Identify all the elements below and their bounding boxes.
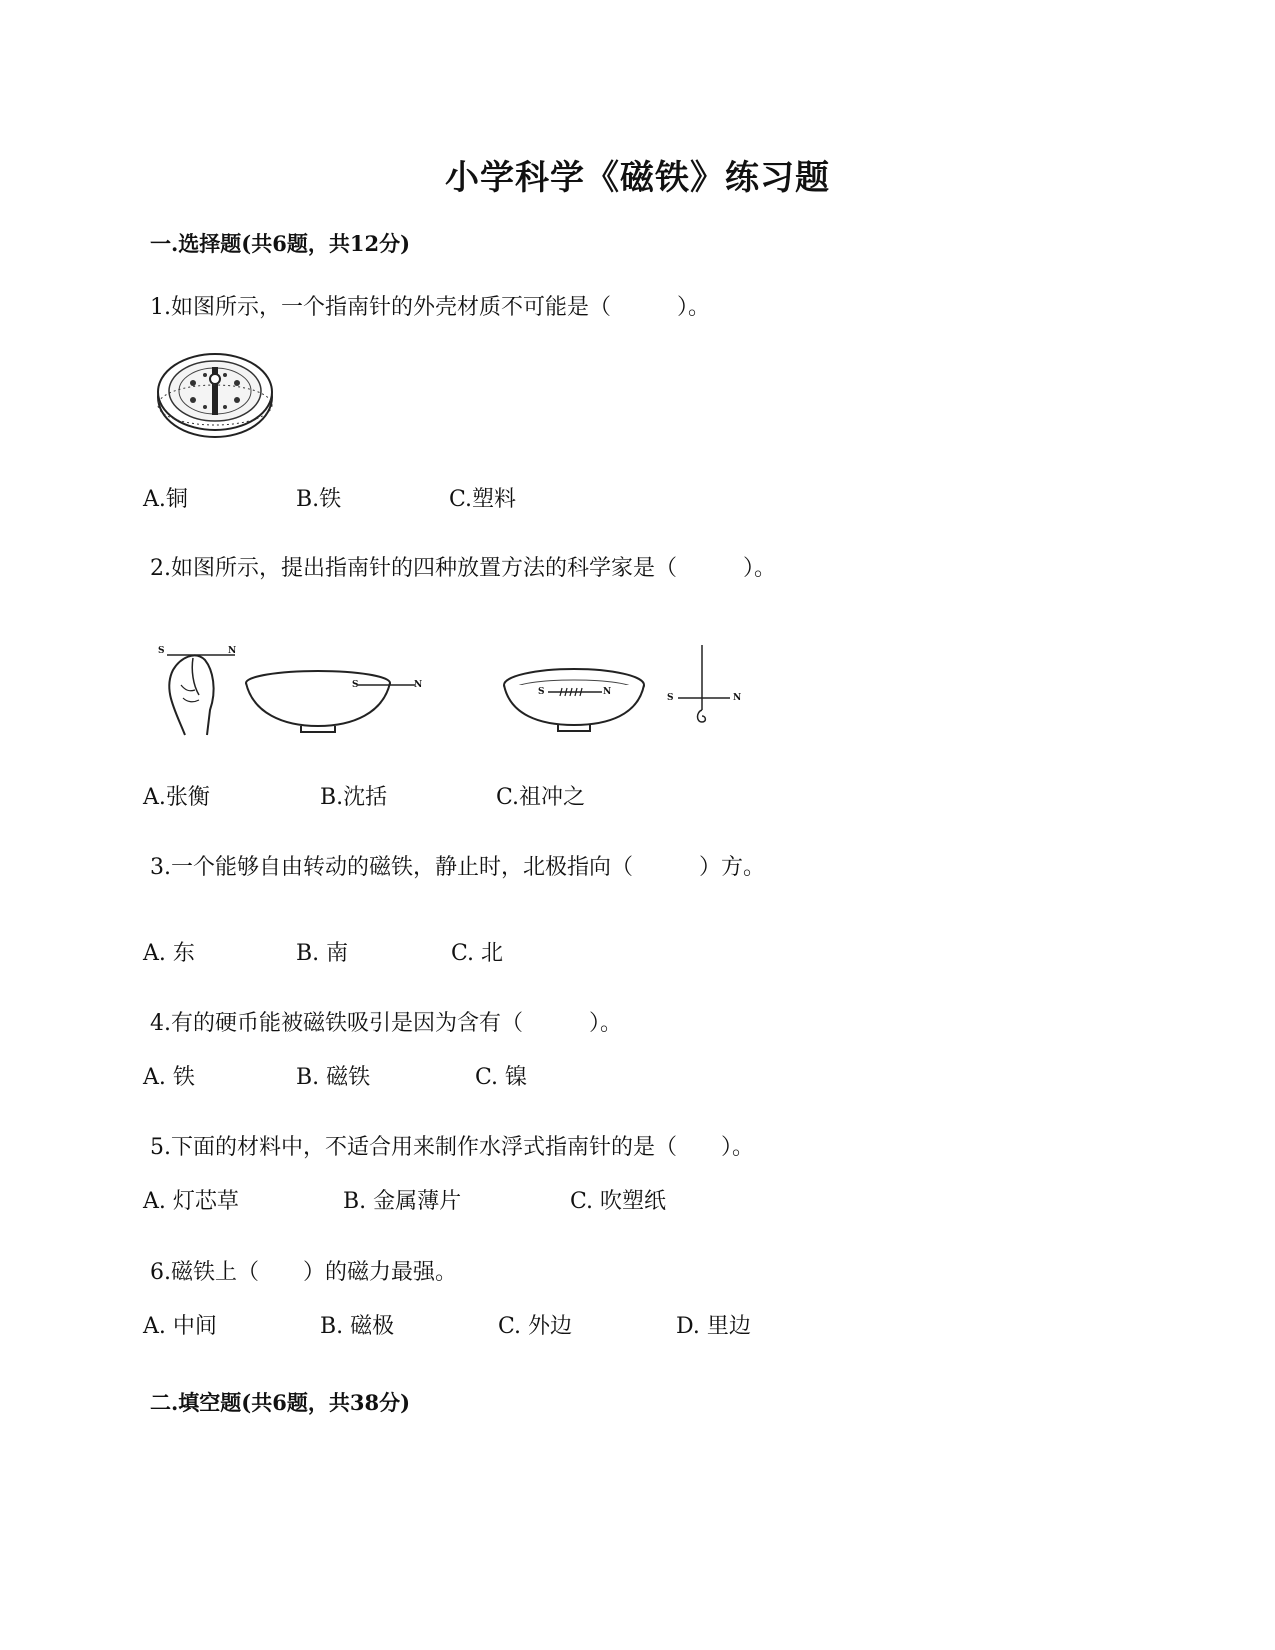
q5-option-c: C. 吹塑纸 — [570, 1189, 667, 1214]
bowl2-s-label: S — [538, 687, 545, 697]
question-6: 6.磁铁上（ ）的磁力最强。 — [150, 1260, 457, 1285]
q2-option-b: B.沈括 — [320, 785, 388, 810]
q6-option-d: D. 里边 — [676, 1314, 751, 1339]
q3-option-c: C. 北 — [451, 941, 504, 966]
bowl2-n-label: N — [603, 687, 612, 697]
q4-option-a: A. 铁 — [143, 1065, 195, 1090]
bowl1-s-label: S — [352, 680, 359, 690]
question-2: 2.如图所示，提出指南针的四种放置方法的科学家是（ ）。 — [150, 556, 776, 581]
q1-option-a: A.铜 — [143, 487, 188, 512]
q2-option-c: C.祖冲之 — [496, 785, 586, 810]
page-title: 小学科学《磁铁》练习题 — [445, 158, 830, 198]
needle-s-label: S — [667, 693, 674, 703]
q4-option-b: B. 磁铁 — [296, 1065, 371, 1090]
q2-option-a: A.张衡 — [143, 785, 210, 810]
hanging-needle-figure — [660, 640, 750, 730]
hand-s-label: S — [158, 646, 165, 656]
needle-n-label: N — [733, 693, 742, 703]
question-3: 3.一个能够自由转动的磁铁，静止时，北极指向（ ）方。 — [150, 855, 765, 880]
q3-option-a: A. 东 — [143, 941, 195, 966]
q5-option-a: A. 灯芯草 — [143, 1189, 239, 1214]
section-heading-fill: 二.填空题(共6题，共38分) — [150, 1390, 411, 1415]
bowl1-n-label: N — [414, 680, 423, 690]
q1-option-c: C.塑料 — [449, 487, 517, 512]
compass-figure — [155, 345, 277, 440]
question-4: 4.有的硬币能被磁铁吸引是因为含有（ ）。 — [150, 1011, 622, 1036]
q6-option-a: A. 中间 — [143, 1314, 217, 1339]
question-1: 1.如图所示，一个指南针的外壳材质不可能是（ ）。 — [150, 295, 710, 320]
water-bowl-figure — [500, 665, 650, 737]
q1-option-b: B.铁 — [296, 487, 342, 512]
q6-option-c: C. 外边 — [498, 1314, 573, 1339]
q6-option-b: B. 磁极 — [320, 1314, 395, 1339]
q5-option-b: B. 金属薄片 — [343, 1189, 462, 1214]
hand-n-label: N — [228, 646, 237, 656]
q4-option-c: C. 镍 — [475, 1065, 528, 1090]
question-5: 5.下面的材料中，不适合用来制作水浮式指南针的是（ ）。 — [150, 1135, 754, 1160]
q3-option-b: B. 南 — [296, 941, 349, 966]
bowl-rim-figure — [243, 668, 423, 740]
section-heading-choice: 一.选择题(共6题，共12分) — [150, 231, 411, 256]
